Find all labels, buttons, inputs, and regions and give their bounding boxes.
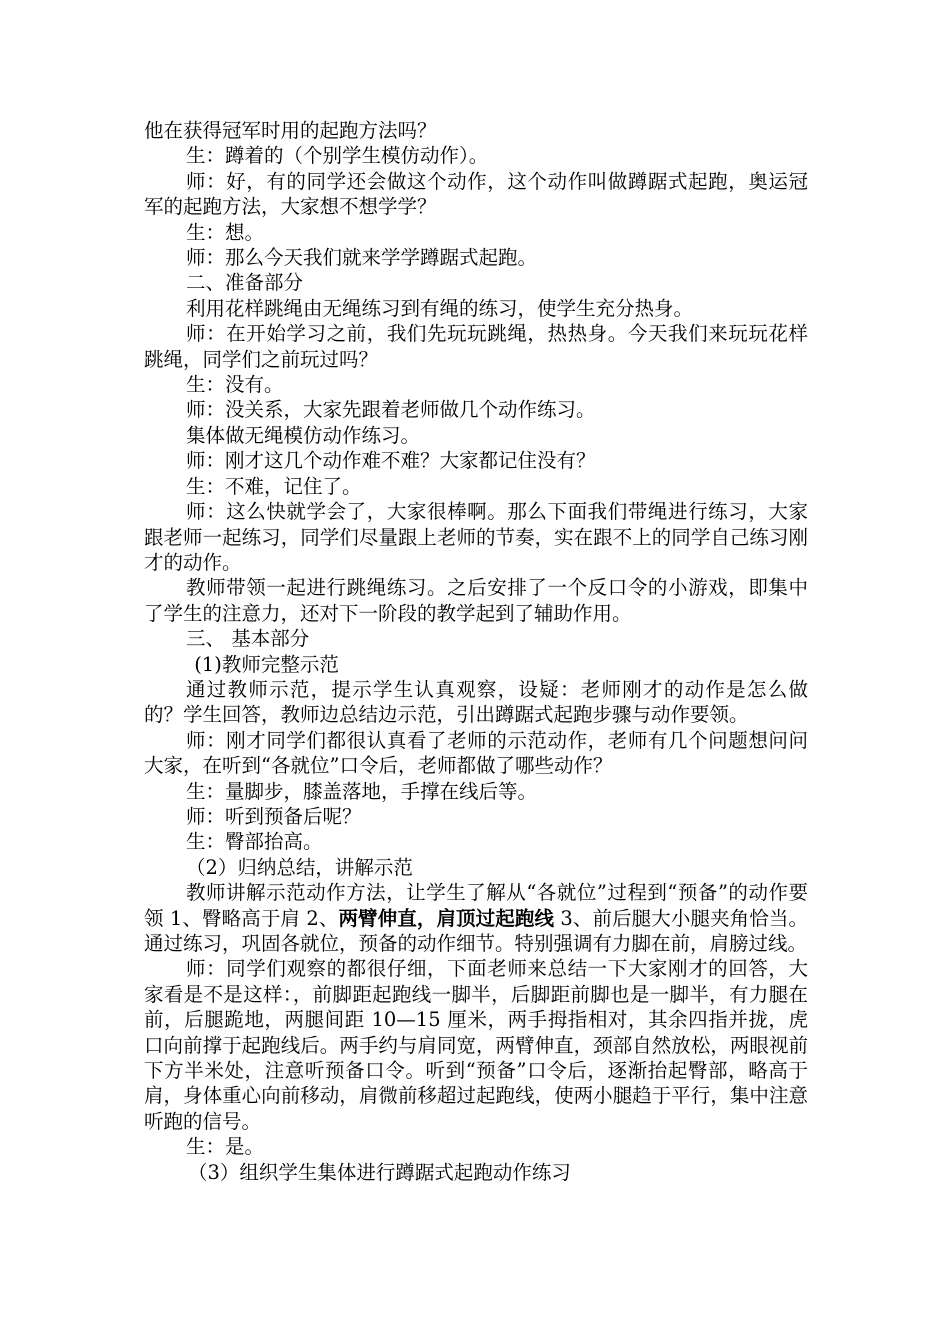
paragraph-student-remembered: 生：不难，记住了。 — [186, 474, 362, 498]
paragraph-teacher-led-practice: 教师带领一起进行跳绳练习。之后安排了一个反口令的小游戏，即集中了学生的注意力，还对下一阶段的教学起到了辅助作用。 — [144, 576, 808, 625]
paragraph-jump-rope-warmup: 利用花样跳绳由无绳练习到有绳的练习，使学生充分热身。 — [186, 296, 694, 320]
paragraph-student-answer-steps: 生：量脚步，膝盖落地，手撑在线后等。 — [186, 779, 538, 803]
paragraph-teacher-ready: 师：听到预备后呢？ — [186, 804, 362, 828]
document-body — [144, 118, 808, 1185]
paragraph-teacher-difficulty: 师：刚才这几个动作难不难？大家都记住没有？ — [186, 449, 596, 473]
key-points-bold-text: 两臂伸直，肩顶过起跑线 — [338, 906, 555, 930]
paragraph-student-want: 生：想。 — [186, 220, 265, 244]
paragraph-teacher-intro-crouch-start: 师：好，有的同学还会做这个动作，这个动作叫做蹲踞式起跑，奥运冠军的起跑方法，大家想不想学学？ — [144, 169, 808, 219]
paragraph-question-continuation: 他在获得冠军时用的起跑方法吗？ — [144, 119, 437, 142]
key-points-text-after: 3、前后腿大小腿夹角恰当。通过练习，巩固各就位，预备的动作细节。特别强调有力脚在前，肩膀过线。 — [144, 906, 808, 955]
paragraph-group-practice: 集体做无绳模仿动作练习。 — [186, 423, 421, 447]
paragraph-teacher-jump-rope: 师：在开始学习之前，我们先玩玩跳绳，热热身。今天我们来玩玩花样跳绳，同学们之前玩过吗？ — [144, 322, 808, 371]
paragraph-student-hips-up: 生：臀部抬高。 — [186, 830, 323, 854]
paragraph-teacher-questions: 师：刚才同学们都很认真看了老师的示范动作，老师有几个问题想问问大家，在听到“各就位”口令后，老师都做了哪些动作？ — [144, 728, 808, 778]
paragraph-explanation-key-points — [144, 880, 808, 956]
section-heading-preparation: 二、准备部分 — [186, 271, 304, 295]
subheading-demonstration: (1)教师完整示范 — [188, 652, 339, 676]
paragraph-student-no: 生：没有。 — [186, 373, 284, 397]
paragraph-teacher-rope-practice: 师：这么快就学会了，大家很棒啊。那么下面我们带绳进行练习，大家跟老师一起练习，同学们尽量跟上老师的节奏，实在跟不上的同学自己练习刚才的动作。 — [144, 500, 808, 574]
paragraph-teacher-follow: 师：没关系，大家先跟着老师做几个动作练习。 — [186, 398, 596, 422]
paragraph-demonstration-method: 通过教师示范，提示学生认真观察，设疑：老师刚才的动作是怎么做的？学生回答，教师边总结边示范，引出蹲踞式起跑步骤与动作要领。 — [144, 677, 808, 727]
paragraph-teacher-learn-today: 师：那么今天我们就来学学蹲踞式起跑。 — [186, 246, 538, 270]
paragraph-student-yes: 生：是。 — [186, 1135, 265, 1159]
subheading-group-practice: （3）组织学生集体进行蹲踞式起跑动作练习 — [188, 1160, 571, 1184]
paragraph-teacher-summary: 师：同学们观察的都很仔细，下面老师来总结一下大家刚才的回答，大家看是不是这样：，前脚距起跑线一脚半，后脚距前脚也是一脚半，有力腿在前，后腿跪地，两腿间距 10—15 厘米，两手拇指相对，其余四指并拢，虎口向前撑于起跑线后。两手约与肩同宽，两臂伸直，颈部自然放松，两眼视前下方半米处，注意听预备口令。听到“预备”口令后，逐渐抬起臀部，略高于肩，身体重心向前移动，肩微前移超过起跑线，使两小腿趋于平行，集中注意听跑的信号。 — [144, 957, 808, 1133]
section-heading-basic: 三、 基本部分 — [186, 627, 310, 651]
subheading-summary: （2）归纳总结，讲解示范 — [186, 855, 413, 879]
key-points-text-before: 教师讲解示范动作方法，让学生了解从“各就位”过程到“预备”的动作要领 1、臀略高于肩 2、 — [144, 881, 808, 930]
paragraph-student-squatting: 生：蹲着的（个别学生模仿动作）。 — [186, 144, 489, 168]
